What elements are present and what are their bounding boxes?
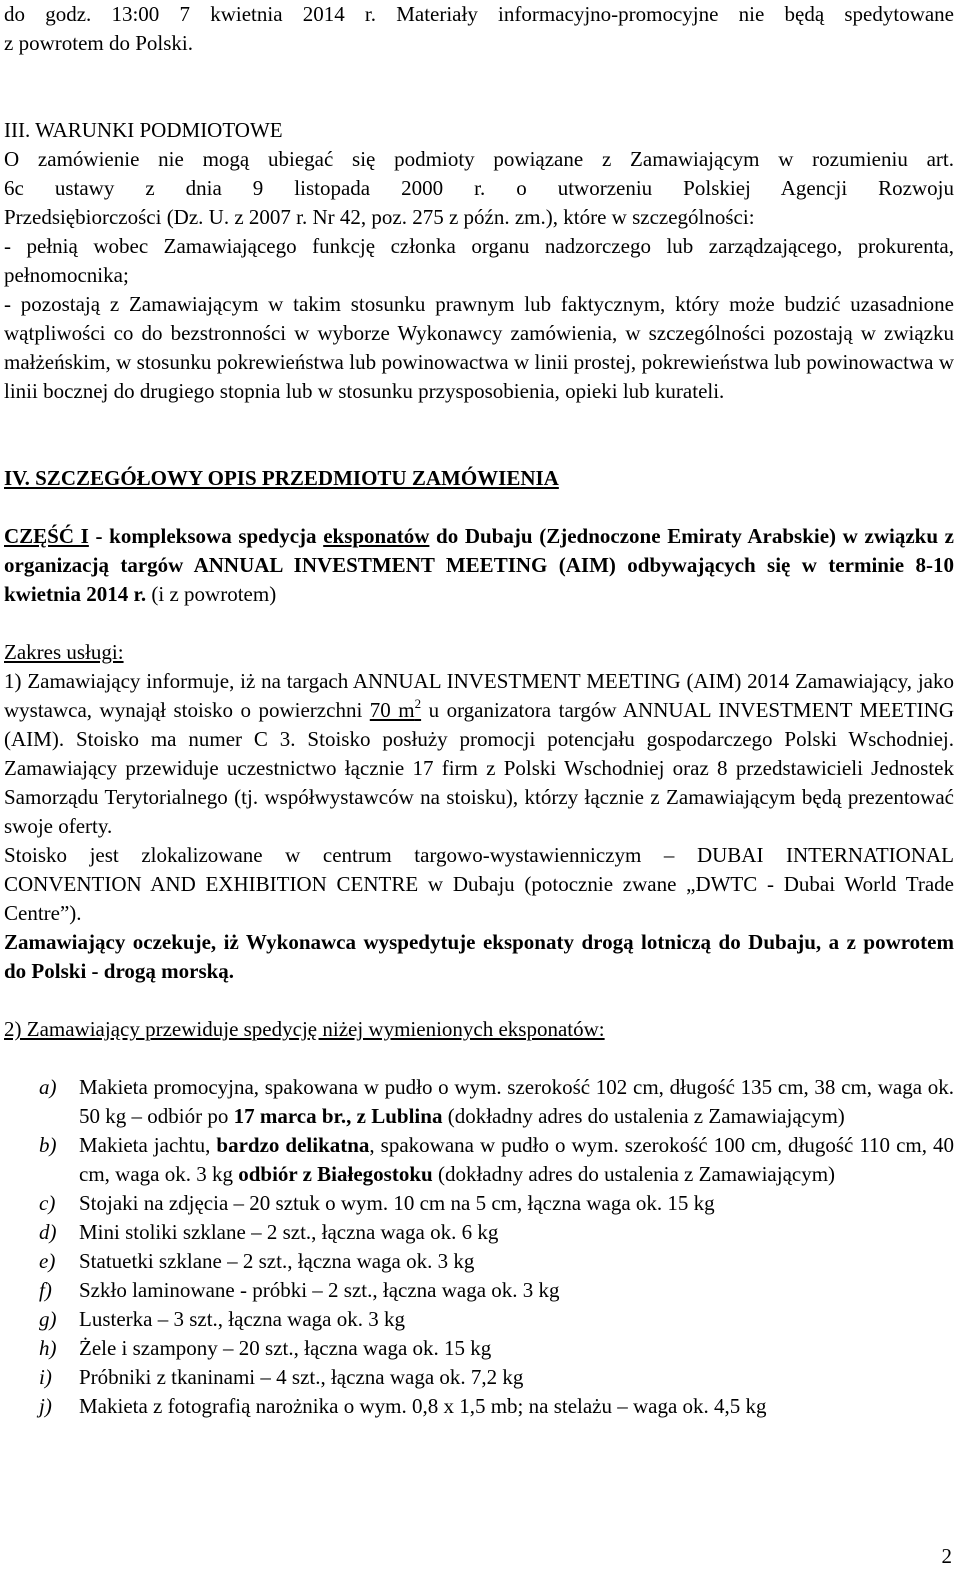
document-page <box>4 0 954 1421</box>
list-item: a) Makieta promocyjna, spakowana w pudło o wym. szerokość 102 cm, długość 135 cm, 38 cm, waga ok. 50 kg – odbiór po 17 marca br., z Lublina (dokładny adres do ustalenia z Zamawiającym) <box>39 1075 954 1128</box>
intro-line-2: z powrotem do Polski. <box>4 31 193 55</box>
list-item: h) Żele i szampony – 20 szt., łączna waga ok. 15 kg <box>39 1336 492 1360</box>
list-item: d) Mini stoliki szklane – 2 szt., łączna waga ok. 6 kg <box>39 1220 499 1244</box>
section-3-bullet-2: - pozostają z Zamawiającym w takim stosunku prawnym lub faktycznym, który może budzić uzasadnione wątpliwości co do bezstronności w wyborze Wykonawcy zamówienia, w szczególności pozostają w związku małżeńskim, w stosunku pokrewieństwa lub powinowactwa w linii prostej, pokrewieństwa lub powinowactwa w linii bocznej do drugiego stopnia lub w stosunku przysposobienia, opieki lub kurateli. <box>4 292 954 403</box>
stand-location-paragraph: Stoisko jest zlokalizowane w centrum targowo-wystawienniczym – DUBAI INTERNATIONAL CONVENTION AND EXHIBITION CENTRE w Dubaju (potocznie zwane „DWTC - Dubai World Trade Centre”). <box>4 843 954 925</box>
section-3-paragraph-line-2: 6c ustawy z dnia 9 listopada 2000 r. o utworzeniu Polskiej Agencji Rozwoju <box>4 176 954 200</box>
exhibits-heading: 2) Zamawiający przewiduje spedycję niżej wymienionych eksponatów: <box>4 1017 605 1041</box>
stand-area: 70 $m^2$ <box>369 696 422 722</box>
scope-heading: Zakres usługi: <box>4 640 124 664</box>
list-item: e) Statuetki szklane – 2 szt., łączna waga ok. 3 kg <box>39 1249 475 1273</box>
transport-expectation: Zamawiający oczekuje, iż Wykonawca wyspedytuje eksponaty drogą lotniczą do Dubaju, a z powrotem do Polski - drogą morską. <box>4 930 954 983</box>
list-item: f) Szkło laminowane - próbki – 2 szt., łączna waga ok. 3 kg <box>39 1278 560 1302</box>
list-item: b) Makieta jachtu, bardzo delikatna, spakowana w pudło o wym. szerokość 100 cm, długość 110 cm, 40 cm, waga ok. 3 kg odbiór z Białegostoku (dokładny adres do ustalenia z Zamawiającym) <box>39 1133 954 1186</box>
section-3-paragraph-line-1: O zamówienie nie mogą ubiegać się podmioty powiązane z Zamawiającym w rozumieniu art. <box>4 147 954 171</box>
list-item: c) Stojaki na zdjęcia – 20 sztuk o wym. 10 cm na 5 cm, łączna waga ok. 15 kg <box>39 1191 715 1215</box>
scope-point-1: 1) Zamawiający informuje, iż na targach ANNUAL INVESTMENT MEETING (AIM) 2014 Zamawiający, jako wystawca, wynajął stoisko o powierzchni 70 $m^2$ u organizatora targów ANNUAL INVESTMENT MEETING (AIM). Stoisko ma numer C 3. Stoisko posłuży promocji potencjału gospodarczego Polski Wschodniej. Zamawiający przewiduje uczestnictwo łącznie 17 firm z Polski Wschodniej oraz 8 przedstawicieli Jednostek Samorządu Terytorialnego (tj. współwystawców na stoisku), którzy łącznie z Zamawiającym będą prezentować swoje oferty. <box>4 669 954 838</box>
part-note: (i z powrotem) <box>146 582 277 606</box>
part-underlined-word: eksponatów <box>323 524 430 548</box>
list-item: i) Próbniki z tkaninami – 4 szt., łączna waga ok. 7,2 kg <box>39 1365 524 1389</box>
section-4-heading: IV. SZCZEGÓŁOWY OPIS PRZEDMIOTU ZAMÓWIENIA <box>4 466 559 490</box>
page-number: 2 <box>941 1544 952 1568</box>
exhibits-list <box>4 1073 954 1421</box>
intro-line-1: do godz. 13:00 7 kwietnia 2014 r. Materiały informacyjno-promocyjne nie będą spedytowane <box>4 2 954 26</box>
part-1-title: CZĘŚĆ I - kompleksowa spedycja eksponatów do Dubaju (Zjednoczone Emiraty Arabskie) w związku z organizacją targów ANNUAL INVESTMENT MEETING (AIM) odbywających się w terminie 8-10 kwietnia 2014 r. (i z powrotem) <box>4 524 954 606</box>
part-label: CZĘŚĆ I <box>4 524 89 548</box>
list-item: g) Lusterka – 3 szt., łączna waga ok. 3 kg <box>39 1307 405 1331</box>
list-item: j) Makieta z fotografią narożnika o wym. 0,8 x 1,5 mb; na stelażu – waga ok. 4,5 kg <box>39 1394 767 1418</box>
section-3-paragraph-line-3: Przedsiębiorczości (Dz. U. z 2007 r. Nr 42, poz. 275 z późn. zm.), które w szczególności: <box>4 205 755 229</box>
section-3-heading: III. WARUNKI PODMIOTOWE <box>4 118 283 142</box>
section-3-bullet-1: - pełnią wobec Zamawiającego funkcję członka organu nadzorczego lub zarządzającego, prokurenta, pełnomocnika; <box>4 234 954 287</box>
